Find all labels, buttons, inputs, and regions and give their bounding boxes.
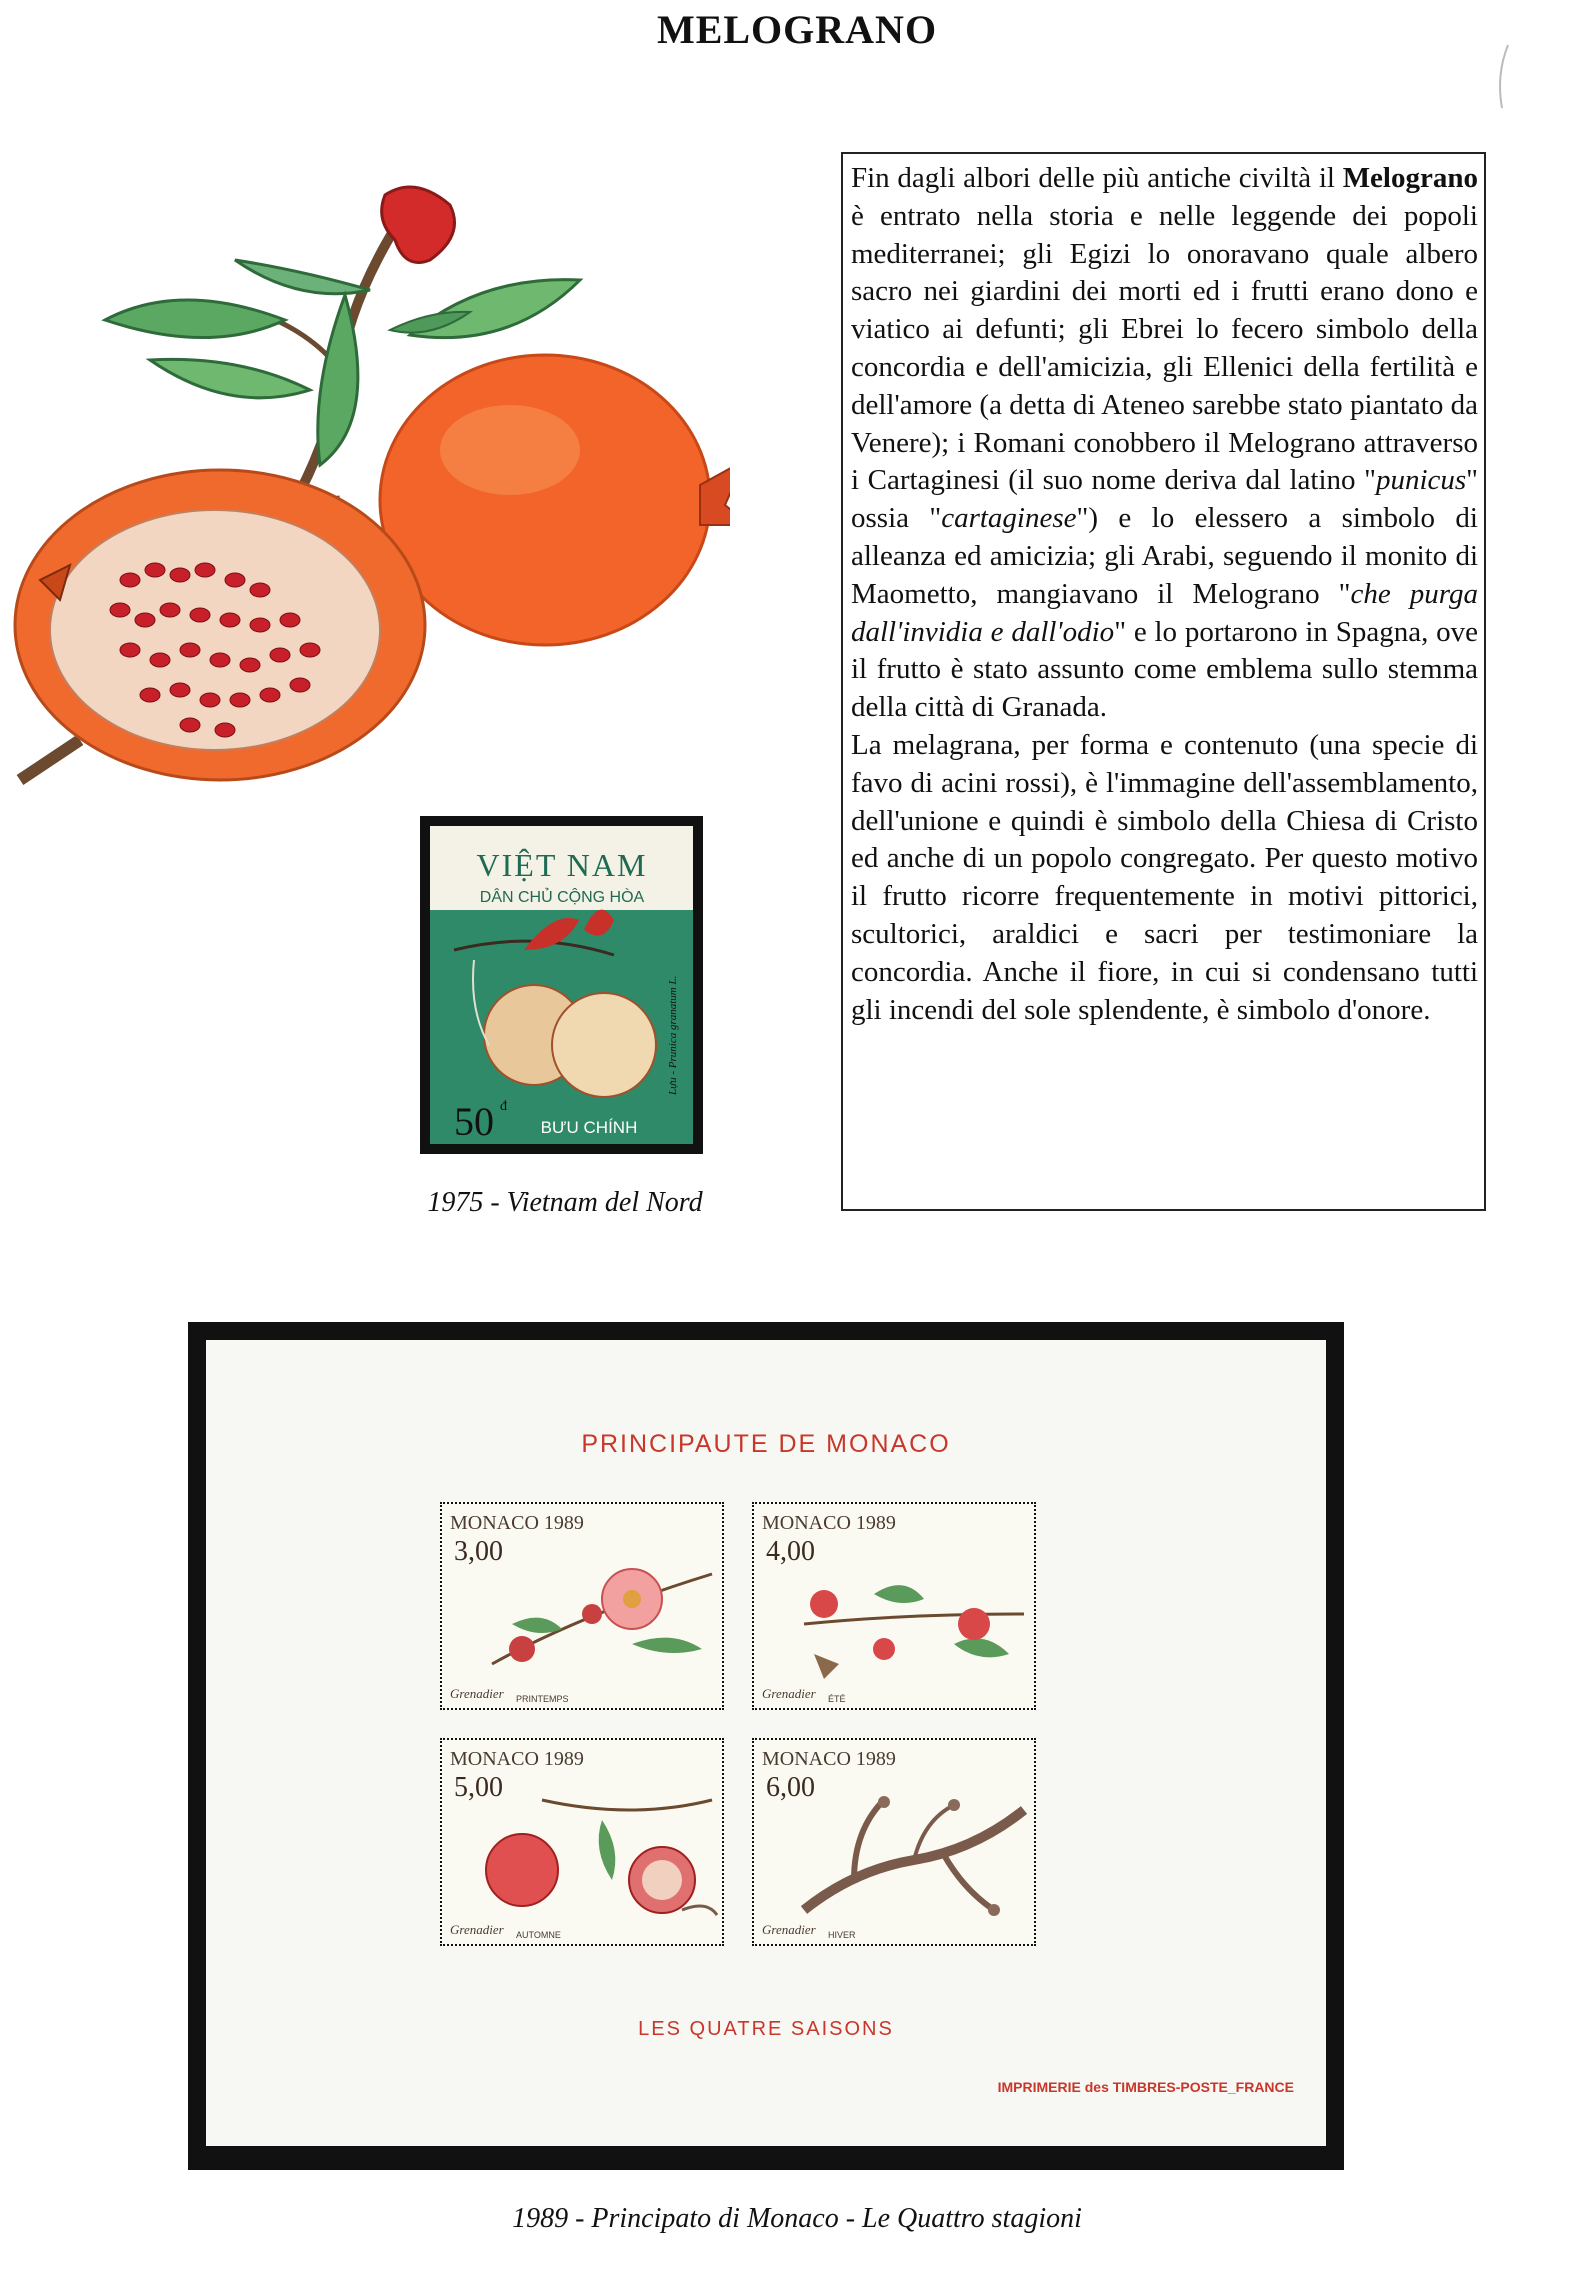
monaco-stamp-spring (440, 1502, 724, 1710)
monaco-stamp-winter (752, 1738, 1036, 1946)
paragraph-history (851, 160, 1478, 727)
stamp-country: MONACO 1989 (450, 1748, 584, 1770)
stamp-label: Grenadier (762, 1922, 816, 1937)
sheet-subtitle: LES QUATRE SAISONS (638, 2018, 894, 2040)
stamp-season: HIVER (828, 1930, 856, 1940)
page-title: MELOGRANO (656, 7, 938, 52)
pomegranate-illustration (10, 180, 730, 810)
monaco-stamp-summer (752, 1502, 1036, 1710)
corner-mark (1488, 40, 1518, 110)
vn-value-suffix: đ (500, 1099, 507, 1114)
paragraph-history-part-c: ") e lo elessero a simbolo di alleanza ed amicizia; gli Arabi, seguendo il monito di Maometto, mangiavano il Melograno " (851, 502, 1478, 610)
sheet-paper (206, 1340, 1326, 2146)
stamp-label: Grenadier (450, 1686, 504, 1701)
melograno-bold-term: Melograno (1342, 162, 1478, 194)
vn-country: VIỆT NAM (476, 847, 648, 883)
summer-fruit-art (794, 1554, 1030, 1686)
stamp-value: 4,00 (766, 1536, 815, 1567)
autumn-fruit-art (482, 1790, 718, 1922)
monaco-souvenir-sheet (188, 1322, 1344, 2170)
stamp-label: Grenadier (762, 1686, 816, 1701)
stamp-season: PRINTEMPS (516, 1694, 569, 1704)
italic-cartaginese: cartaginese (941, 502, 1077, 535)
vn-value: 50 (454, 1099, 494, 1144)
sheet-printer-mark: IMPRIMERIE des TIMBRES-POSTE_FRANCE (997, 2079, 1294, 2095)
paragraph-history-intro: Fin dagli albori delle più antiche civiltà il (851, 162, 1343, 194)
stamp-season: ÉTÉ (828, 1694, 846, 1704)
stamp-season: AUTOMNE (516, 1930, 561, 1940)
stamp-value: 5,00 (454, 1772, 503, 1803)
vn-side-text: Lựu - Prunica granatum L. (667, 975, 679, 1095)
winter-branch-art (794, 1790, 1030, 1922)
history-text-box (841, 152, 1486, 1211)
italic-punicus: punicus (1375, 464, 1467, 497)
stamp-country: MONACO 1989 (762, 1512, 896, 1534)
italic-quote-maometto: che purga dall'invidia e dall'odio (851, 577, 1479, 648)
spring-flower-art (482, 1554, 718, 1686)
vn-subtitle: DÂN CHỦ CỘNG HÒA (479, 889, 645, 906)
paragraph-history-part-d: " e lo portarono in Spagna, ove il frutto è stato assunto come emblema sullo stemma della città di Granada. (851, 615, 1478, 724)
monaco-sheet-caption: 1989 - Principato di Monaco - Le Quattro stagioni (512, 2203, 1082, 2234)
stamp-value: 6,00 (766, 1772, 815, 1803)
paragraph-history-part-a: è entrato nella storia e nelle leggende dei popoli mediterranei; gli Egizi lo onoravano quale albero sacro nei giardini dei morti ed i frutti erano dono e viatico ai defunti; gli Ebrei lo fecero simbolo della concordia e dell'amicizia, gli Ellenici della fertilità e dell'amore (a detta di Ateneo sarebbe stato piantato da Venere); i Romani conobbero il Melograno attraverso i Cartaginesi (il suo nome deriva dal latino " (851, 199, 1478, 497)
vietnam-stamp (414, 810, 709, 1160)
stamp-country: MONACO 1989 (450, 1512, 584, 1534)
stamp-country: MONACO 1989 (762, 1748, 896, 1770)
vn-service: BƯU CHÍNH (540, 1118, 638, 1137)
paragraph-symbolism: La melagrana, per forma e contenuto (una specie di favo di acini rossi), è l'immagine dell'assemblamento, dell'unione e quindi è simbolo della Chiesa di Cristo ed anche di un popolo congregato. Per questo motivo il frutto ricorre frequentemente in motivi pittorici, scultorici, araldici e sacri per testimoniare la concordia. Anche il fiore, in cui si condensano tutti gli incendi del sole splendente, è simbolo d'onore. (851, 728, 1478, 1026)
sheet-title: PRINCIPAUTE DE MONACO (581, 1430, 951, 1458)
paragraph-history-part-b: " ossia " (851, 464, 1478, 535)
vietnam-stamp-caption: 1975 - Vietnam del Nord (427, 1187, 703, 1218)
stamp-value: 3,00 (454, 1536, 503, 1567)
stamp-label: Grenadier (450, 1922, 504, 1937)
monaco-stamp-autumn (440, 1738, 724, 1946)
